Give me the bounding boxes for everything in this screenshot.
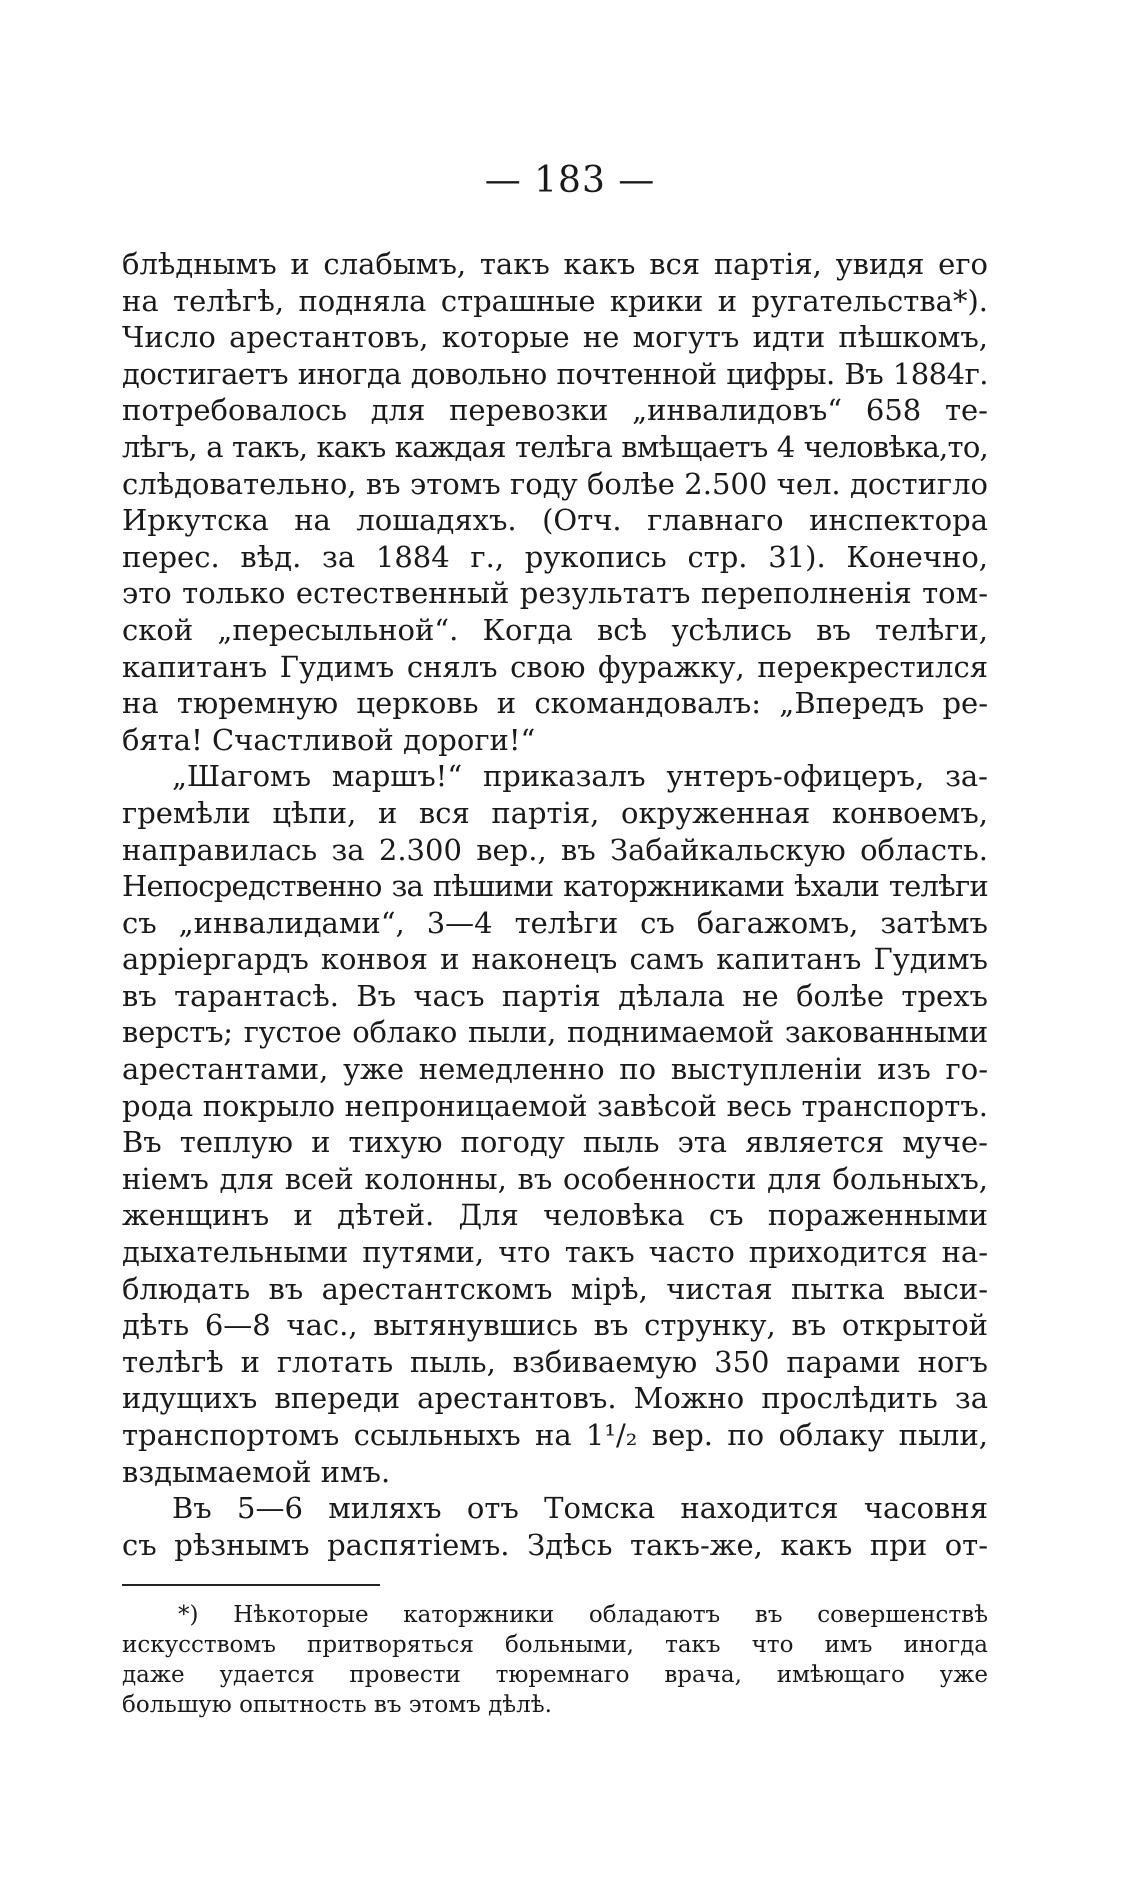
paragraph-first-line: Въ 5—6 миляхъ отъ Томска находится часовня bbox=[172, 1491, 988, 1526]
text-line: въ тарантасѣ. Въ часъ партія дѣлала не болѣе трехъ bbox=[122, 978, 988, 1013]
footnote-line: большую опытность въ этомъ дѣлѣ. bbox=[122, 1692, 552, 1718]
text-line: арестантами, уже немедленно по выступленіи изъ го- bbox=[122, 1052, 988, 1087]
text-line: верстъ; густое облако пыли, поднимаемой закованными bbox=[122, 1015, 988, 1050]
text-line: транспортомъ ссыльныхъ на 1¹/₂ вер. по облаку пыли, bbox=[122, 1418, 988, 1452]
text-line: идущихъ впереди арестантовъ. Можно прослѣдить за bbox=[122, 1381, 988, 1416]
text-line: ніемъ для всей колонны, въ особенности для больныхъ, bbox=[122, 1161, 988, 1196]
text-line: телѣгѣ и глотать пыль, взбиваемую 350 парами ногъ bbox=[122, 1344, 988, 1379]
text-line: съ „инвалидами“, 3—4 телѣги съ багажомъ, затѣмъ bbox=[122, 905, 988, 940]
footnote-line: искусствомъ притворяться больными, такъ что имъ иногда bbox=[122, 1632, 988, 1658]
text-line: перес. вѣд. за 1884 г., рукопись стр. 31). Конечно, bbox=[122, 539, 988, 574]
text-line: вздымаемой имъ. bbox=[122, 1454, 391, 1489]
text-line: арріергардъ конвоя и наконецъ самъ капитанъ Гудимъ bbox=[122, 942, 988, 977]
text-line: блюдать въ арестантскомъ мірѣ, чистая пытка выси- bbox=[122, 1271, 988, 1306]
text-line: Иркутска на лошадяхъ. (Отч. главнаго инспектора bbox=[122, 503, 988, 538]
text-line: рода покрыло непроницаемой завѣсой весь транспортъ. bbox=[122, 1088, 988, 1123]
text-line: на телѣгѣ, подняла страшные крики и ругательства*). bbox=[122, 283, 988, 318]
text-line: блѣднымъ и слабымъ, такъ какъ вся партія, увидя его bbox=[122, 247, 988, 281]
text-line: Непосредственно за пѣшими каторжниками ѣхали телѣги bbox=[122, 869, 988, 904]
text-line: Число арестантовъ, которые не могутъ идти пѣшкомъ, bbox=[122, 320, 988, 355]
footnote bbox=[122, 1600, 988, 1720]
text-line: достигаетъ иногда довольно почтенной цифры. Въ 1884г. bbox=[122, 356, 988, 391]
paragraph-first-line: „Шагомъ маршъ!“ приказалъ унтеръ-офицеръ, за- bbox=[172, 759, 988, 794]
body-text bbox=[122, 246, 988, 1563]
footnote-line: даже удается провести тюремнаго врача, имѣющаго уже bbox=[122, 1662, 988, 1688]
text-line: на тюремную церковь и скомандовалъ: „Впередъ ре- bbox=[122, 686, 988, 721]
text-line: дѣть 6—8 час., вытянувшись въ струнку, въ открытой bbox=[122, 1308, 988, 1343]
text-line: направилась за 2.300 вер., въ Забайкальскую область. bbox=[122, 832, 988, 867]
text-line: потребовалось для перевозки „инвалидовъ“ 658 те- bbox=[122, 393, 988, 428]
text-line: слѣдовательно, въ этомъ году болѣе 2.500 чел. достигло bbox=[122, 466, 988, 501]
footnote-line: *) Нѣкоторые каторжники обладаютъ въ совершенствѣ bbox=[178, 1602, 988, 1628]
text-line: Въ теплую и тихую погоду пыль эта является муче- bbox=[122, 1125, 988, 1160]
text-line: ской „пересыльной“. Когда всѣ усѣлись въ телѣги, bbox=[122, 612, 988, 647]
text-line: гремѣли цѣпи, и вся партія, окруженная конвоемъ, bbox=[122, 795, 988, 830]
text-line: дыхательными путями, что такъ часто приходится на- bbox=[122, 1235, 988, 1270]
text-line: съ рѣзнымъ распятіемъ. Здѣсь такъ-же, какъ при от- bbox=[122, 1527, 988, 1562]
text-line: бята! Счастливой дороги!“ bbox=[122, 722, 536, 757]
text-line: это только естественный результатъ переполненія том- bbox=[122, 576, 988, 611]
text-line: лѣгъ, а такъ, какъ каждая телѣга вмѣщаетъ 4 человѣка,то, bbox=[122, 429, 988, 464]
page-number: — 183 — bbox=[484, 160, 656, 201]
text-line: женщинъ и дѣтей. Для человѣка съ пораженными bbox=[122, 1198, 988, 1233]
footnote-divider bbox=[122, 1584, 380, 1586]
text-line: капитанъ Гудимъ снялъ свою фуражку, перекрестился bbox=[122, 649, 988, 684]
